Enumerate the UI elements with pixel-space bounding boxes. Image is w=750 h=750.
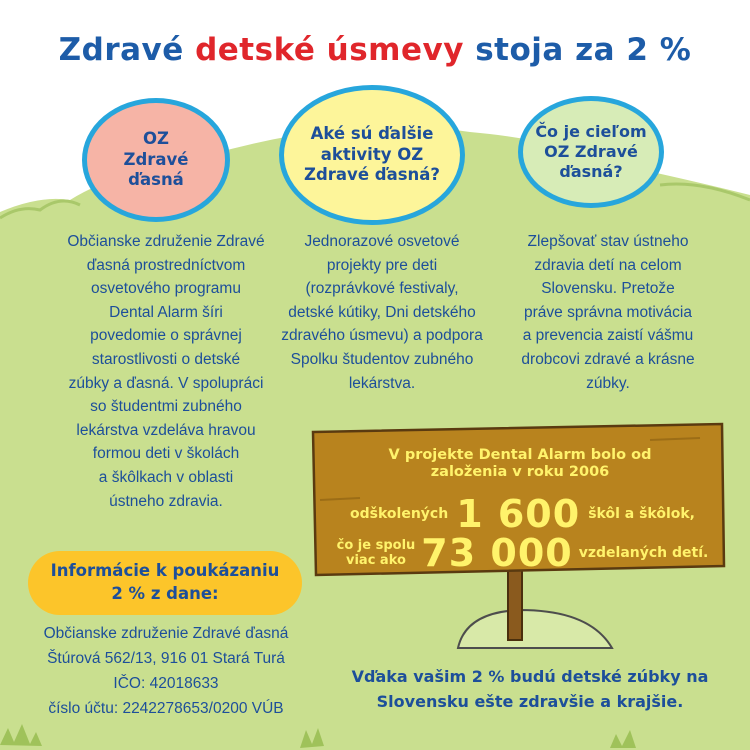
title-part-1: Zdravé <box>58 32 184 68</box>
column-goal: Zlepšovať stav ústneho zdravia detí na celom Slovensku. Pretože práve správna motivácia a prevencia zaistí vášmu drobcovi zdravé a krásne zúbky. <box>521 233 695 392</box>
sign-row2-after: vzdelaných detí. <box>578 545 709 561</box>
tax-info-heading-text: Informácie k poukázaniu 2 % z dane: <box>50 561 280 603</box>
info-line-account: číslo účtu: 2242278653/0200 VÚB <box>48 700 284 717</box>
bubble-text: Aké sú ďalšie aktivity OZ Zdravé ďasná? <box>304 124 440 185</box>
sign-row-children <box>325 532 720 574</box>
sign-row2-before: čo je spolu viac ako <box>336 538 416 568</box>
sign-row1-after: škôl a škôlok, <box>588 506 695 522</box>
title-part-3: stoja za 2 % <box>475 32 692 68</box>
info-line-address: Štúrová 562/13, 916 01 Stará Turá <box>47 650 285 667</box>
thanks-message: Vďaka vašim 2 % budú detské zúbky na Slovensku ešte zdravšie a krajšie. <box>351 667 709 711</box>
info-line-ico: IČO: 42018633 <box>113 675 219 692</box>
sign-row-schools <box>330 492 715 536</box>
sign-number-children: 73 000 <box>421 531 573 575</box>
column-about: Občianske združenie Zdravé ďasná prostredníctvom osvetového programu Dental Alarm šíri povedomie o správnej starostlivosti o detské zúbky a ďasná. V spolupráci so študentmi zubného lekárstva vzdeláva hravou formou deti v školách a škôlkach v oblasti ústneho zdravia. <box>67 233 265 510</box>
sign-row1-before: odškolených <box>350 506 449 522</box>
column-activities: Jednorazové osvetové projekty pre deti (rozprávkové festivaly, detské kútiky, Dni detského zdravého úsmevu) a podpora Spolku študentov zubného lekárstva. <box>281 233 483 392</box>
sign-headline: V projekte Dental Alarm bolo od založenia v roku 2006 <box>388 447 652 480</box>
info-line-organization: Občianske združenie Zdravé ďasná <box>43 625 289 642</box>
sign-number-schools: 1 600 <box>456 492 581 536</box>
tax-info-heading <box>28 551 302 615</box>
tax-info-details <box>18 621 314 721</box>
title-part-2: detské úsmevy <box>195 32 464 68</box>
bubble-text: OZ Zdravé ďasná <box>123 129 189 190</box>
bubble-text: Čo je cieľom OZ Zdravé ďasná? <box>535 122 647 181</box>
